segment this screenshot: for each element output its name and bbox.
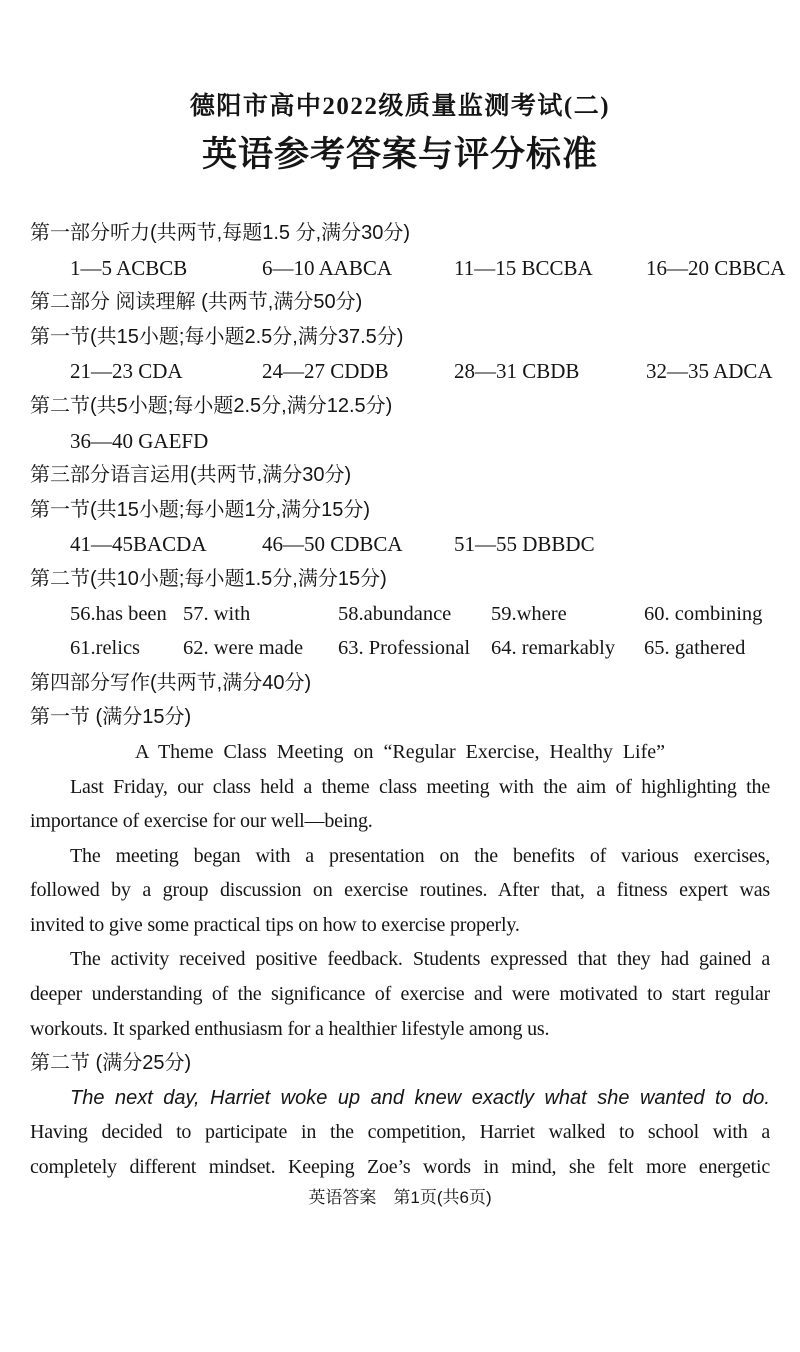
language-section2-answers-row-2 [30,631,770,666]
answer-cell: 56.has been [70,602,167,625]
language-section2-answers-row-1 [30,597,770,632]
continuation-line: completely different mindset. Keeping Zoe’s words in mind, she felt more energetic [30,1156,770,1179]
answer-cell: 59.where [491,602,567,625]
answer-cell: 63. Professional [338,637,471,660]
answer-cell: 64. remarkably [491,637,616,660]
answer-cell: 32—35 ADCA [646,359,773,384]
exam-title: 德阳市高中2022级质量监测考试(二) [189,93,611,120]
answer-cell: 36—40 GAEFD [70,428,209,453]
essay-line: deeper understanding of the significance of exercise and were motivated to start regular [30,983,770,1006]
document-page [0,92,800,1352]
language-section2-heading: 第二节(共10小题;每小题1.5分,满分15分) [30,567,387,590]
continuation-prompt-line: The next day, Harriet woke up and knew exactly what she wanted to do. [70,1086,770,1109]
writing-section2-heading: 第二节 (满分25分) [30,1052,192,1075]
document-title: 英语参考答案与评分标准 [201,135,598,174]
reading-section1-heading: 第一节(共15小题;每小题2.5分,满分37.5分) [30,325,404,348]
listening-answers-row [30,251,786,286]
answer-cell: 58.abundance [338,602,452,625]
reading-section2-answers-row [30,424,770,459]
answer-cell: 51—55 DBBDC [454,532,595,557]
essay-title: A Theme Class Meeting on “Regular Exercise, Healthy Life” [134,740,666,763]
essay-line: followed by a group discussion on exercise routines. After that, a fitness expert was [30,879,770,902]
answer-cell: 46—50 CDBCA [262,532,403,557]
reading-section2-heading: 第二节(共5小题;每小题2.5分,满分12.5分) [30,394,393,417]
part4-writing-heading: 第四部分写作(共两节,满分40分) [30,671,312,694]
answer-cell: 21—23 CDA [70,359,183,384]
part2-reading-heading: 第二部分 阅读理解 (共两节,满分50分) [30,291,363,314]
footer-page-number: 英语答案 第1页(共6页) [308,1187,492,1207]
language-section1-answers-row [30,527,770,562]
answer-cell: 57. with [183,602,251,625]
essay-line: The activity received positive feedback. Students expressed that they had gained a [70,948,770,971]
answer-cell: 16—20 CBBCA [646,255,786,280]
answer-key-body [30,216,786,1185]
essay-line: The meeting began with a presentation on the benefits of various exercises, [70,844,770,867]
essay-line: importance of exercise for our well—being. [30,810,373,833]
answer-cell: 1—5 ACBCB [70,255,188,280]
reading-section1-answers-row [30,354,773,389]
essay-line: Last Friday, our class held a theme class meeting with the aim of highlighting the [70,775,770,798]
answer-cell: 65. gathered [644,637,746,660]
essay-line: invited to give some practical tips on how to exercise properly. [30,913,520,936]
part3-language-heading: 第三部分语言运用(共两节,满分30分) [30,464,352,487]
language-section1-heading: 第一节(共15小题;每小题1分,满分15分) [30,498,371,521]
answer-cell: 11—15 BCCBA [454,255,593,280]
writing-section1-heading: 第一节 (满分15分) [30,706,192,729]
answer-cell: 24—27 CDDB [262,359,389,384]
answer-cell: 61.relics [70,637,141,660]
essay-line: workouts. It sparked enthusiasm for a healthier lifestyle among us. [30,1017,550,1040]
answer-cell: 6—10 AABCA [262,255,393,280]
answer-cell: 28—31 CBDB [454,359,580,384]
part1-listening-heading: 第一部分听力(共两节,每题1.5 分,满分30分) [30,222,411,244]
continuation-line: Having decided to participate in the competition, Harriet walked to school with a [30,1121,770,1144]
answer-cell: 62. were made [183,637,304,660]
answer-cell: 41—45BACDA [70,532,207,557]
answer-cell: 60. combining [644,602,763,625]
